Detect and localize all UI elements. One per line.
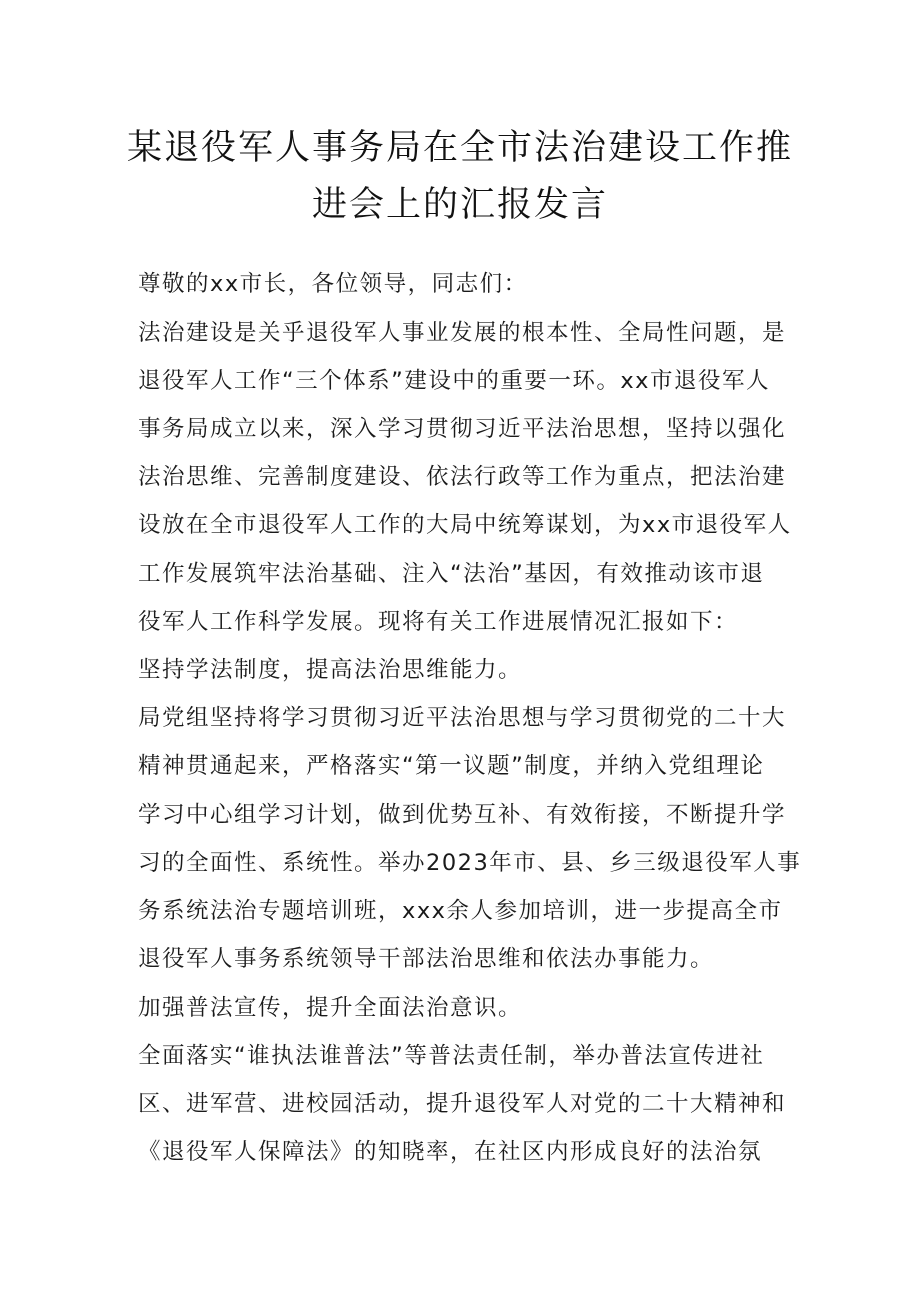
body-line: 役军人工作科学发展。现将有关工作进展情况汇报如下： bbox=[138, 609, 739, 635]
body-line: 事务局成立以来，深入学习贯彻习近平法治思想，坚持以强化 bbox=[138, 416, 787, 442]
document-title-line-1: 某退役军人事务局在全市法治建设工作推 bbox=[126, 128, 793, 168]
body-line: 退役军人事务系统领导干部法治思维和依法办事能力。 bbox=[138, 946, 715, 972]
body-line: 区、进军营、进校园活动，提升退役军人对党的二十大精神和 bbox=[138, 1091, 787, 1117]
body-line: 全面落实“谁执法谁普法”等普法责任制，举办普法宣传进社 bbox=[138, 1043, 765, 1069]
body-line: 退役军人工作“三个体系”建设中的重要一环。xx市退役军人 bbox=[138, 368, 770, 394]
body-line: 习的全面性、系统性。举办2023年市、县、乡三级退役军人事 bbox=[138, 850, 802, 876]
salutation-line: 尊敬的xx市长，各位领导，同志们： bbox=[138, 271, 528, 297]
body-line: 局党组坚持将学习贯彻习近平法治思想与学习贯彻党的二十大 bbox=[138, 705, 787, 731]
body-line: 精神贯通起来，严格落实“第一议题”制度，并纳入党组理论 bbox=[138, 753, 765, 779]
body-line: 务系统法治专题培训班，xxx余人参加培训，进一步提高全市 bbox=[138, 898, 783, 924]
body-line: 设放在全市退役军人工作的大局中统筹谋划，为xx市退役军人 bbox=[138, 512, 792, 538]
section-heading-1: 坚持学法制度，提高法治思维能力。 bbox=[138, 657, 523, 683]
body-line: 学习中心组学习计划，做到优势互补、有效衔接，不断提升学 bbox=[138, 802, 787, 828]
body-line: 工作发展筑牢法治基础、注入“法治”基因，有效推动该市退 bbox=[138, 561, 765, 587]
body-line: 法治思维、完善制度建设、依法行政等工作为重点，把法治建 bbox=[138, 464, 787, 490]
body-line: 法治建设是关乎退役军人事业发展的根本性、全局性问题，是 bbox=[138, 320, 787, 346]
body-line: 《退役军人保障法》的知晓率，在社区内形成良好的法治氛 bbox=[138, 1139, 763, 1165]
section-heading-2: 加强普法宣传，提升全面法治意识。 bbox=[138, 995, 523, 1021]
document-title-line-2: 进会上的汇报发言 bbox=[311, 185, 608, 225]
